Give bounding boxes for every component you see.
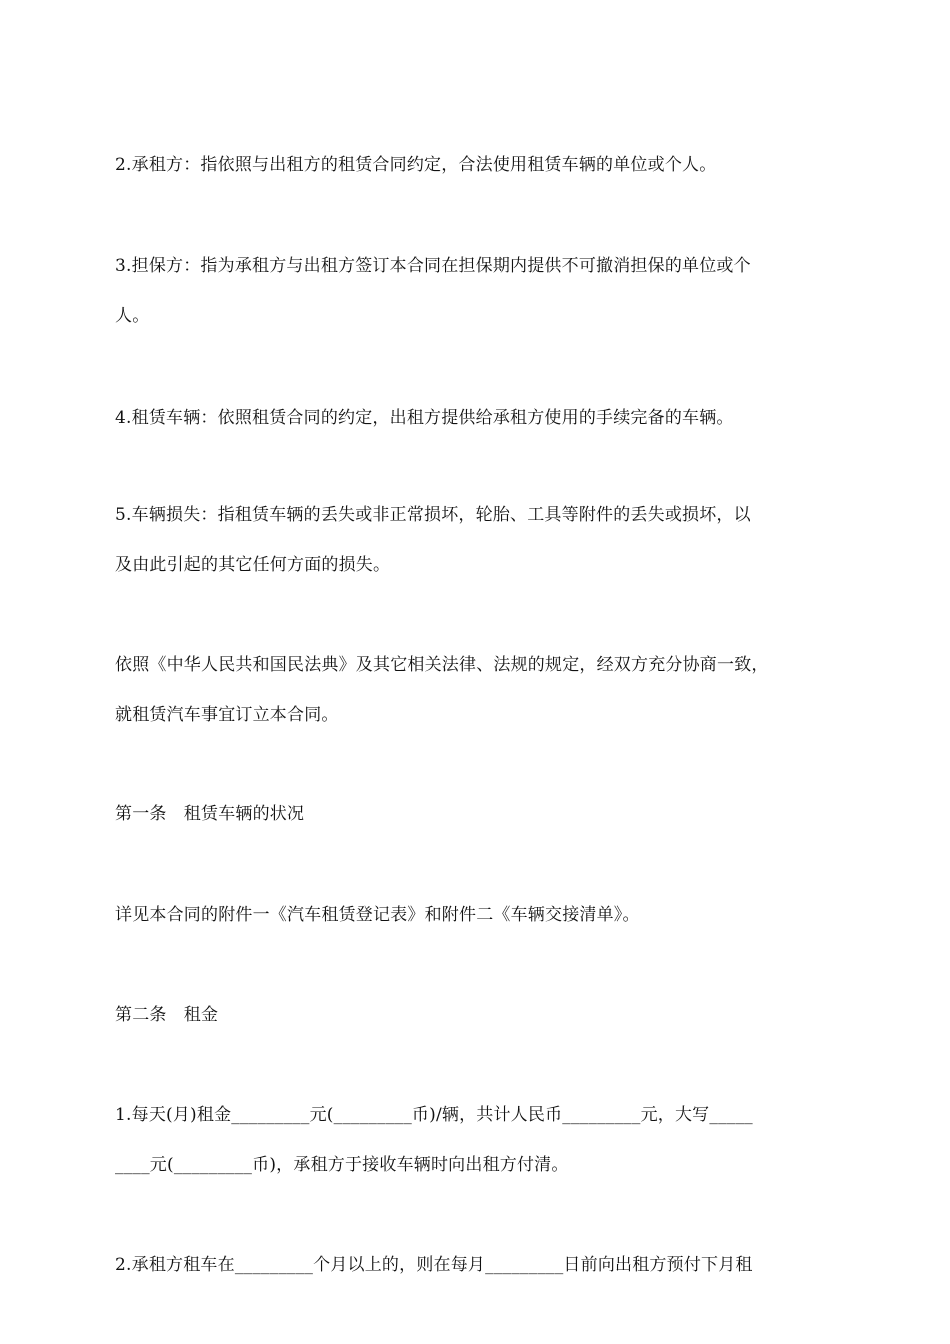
- definition-leased-vehicle: 4.租赁车辆：依照租赁合同的约定，出租方提供给承租方使用的手续完备的车辆。: [115, 408, 734, 428]
- definition-vehicle-loss: 5.车辆损失：指租赁车辆的丢失或非正常损坏，轮胎、工具等附件的丢失或损坏，以: [115, 505, 751, 525]
- article-1-body: 详见本合同的附件一《汽车租赁登记表》和附件二《车辆交接清单》。: [115, 905, 640, 925]
- article-2-clause-1: 1.每天(月)租金_________元(_________币)/辆，共计人民币_________元，大写_____: [115, 1105, 753, 1125]
- article-2-heading: 第二条 租金: [115, 1005, 219, 1025]
- definition-lessee: 2.承租方：指依照与出租方的租赁合同约定，合法使用租赁车辆的单位或个人。: [115, 155, 717, 175]
- definition-vehicle-loss-cont: 及由此引起的其它任何方面的损失。: [115, 555, 391, 575]
- definition-guarantor-cont: 人。: [115, 306, 150, 326]
- article-1-heading: 第一条 租赁车辆的状况: [115, 804, 305, 824]
- preamble-paragraph-cont: 就租赁汽车事宜订立本合同。: [115, 705, 339, 725]
- preamble-paragraph: 依照《中华人民共和国民法典》及其它相关法律、法规的规定，经双方充分协商一致，: [115, 655, 769, 675]
- article-2-clause-1-cont: ____元(_________币)，承租方于接收车辆时向出租方付清。: [115, 1155, 569, 1175]
- definition-guarantor: 3.担保方：指为承租方与出租方签订本合同在担保期内提供不可撤消担保的单位或个: [115, 256, 751, 276]
- article-2-clause-2: 2.承租方租车在_________个月以上的，则在每月_________日前向出租方预付下月租: [115, 1255, 753, 1275]
